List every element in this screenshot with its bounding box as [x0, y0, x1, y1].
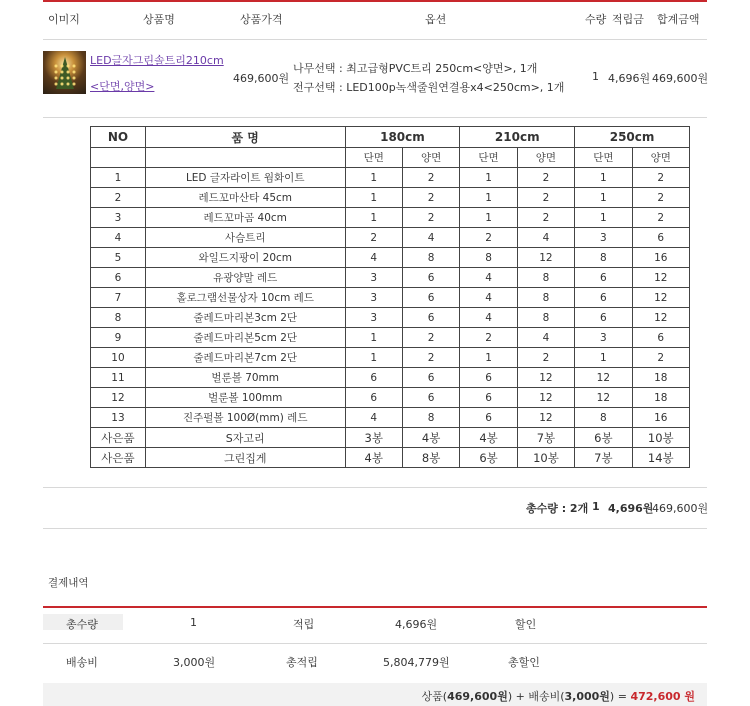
row-name: 줄레드마리본3cm 2단 — [145, 308, 345, 328]
row-value: 2 — [632, 348, 689, 368]
product-variant-link[interactable]: <단면,양면> — [90, 80, 155, 93]
row-value: 12 — [632, 268, 689, 288]
row-value: 2 — [517, 168, 574, 188]
payment-divider — [43, 643, 707, 644]
pay-qty-label: 총수량 — [66, 618, 98, 631]
sub-blank-1 — [91, 148, 146, 168]
row-value: 3봉 — [345, 428, 402, 448]
row-value: 2 — [460, 328, 517, 348]
row-value: 6 — [402, 308, 459, 328]
row-value: 12 — [632, 288, 689, 308]
row-no: 11 — [91, 368, 146, 388]
table-row — [91, 328, 690, 348]
pay-shipping-value: 3,000원 — [173, 656, 216, 669]
gift-row — [91, 448, 690, 468]
grand-total: 472,600 원 — [630, 690, 695, 703]
grand-total-line — [422, 688, 695, 704]
product-points: 4,696원 — [608, 72, 651, 85]
col-options: 옵션 — [425, 13, 447, 26]
row-name: 레드꼬마산타 45cm — [145, 188, 345, 208]
product-name-link[interactable]: LED글자그린솔트리210cm — [90, 54, 224, 67]
row-value: 1 — [575, 168, 632, 188]
row-value: 7봉 — [517, 428, 574, 448]
footer-pre: 상품( — [421, 690, 448, 703]
col-total: 합계금액 — [657, 13, 700, 26]
row-no: 1 — [91, 168, 146, 188]
row-value: 4봉 — [460, 428, 517, 448]
row-value: 8 — [517, 268, 574, 288]
row-value: 1 — [575, 348, 632, 368]
row-value: 6 — [345, 368, 402, 388]
row-name: 와일드지팡이 20cm — [145, 248, 345, 268]
row-value: 4 — [345, 408, 402, 428]
row-value: 8 — [460, 248, 517, 268]
row-value: 3 — [575, 228, 632, 248]
row-value: 10봉 — [517, 448, 574, 468]
table-row — [91, 408, 690, 428]
row-no: 8 — [91, 308, 146, 328]
row-no: 4 — [91, 228, 146, 248]
row-value: 1 — [345, 328, 402, 348]
row-name: 레드꼬마곰 40cm — [145, 208, 345, 228]
row-name: 홀로그램선물상자 10cm 레드 — [145, 288, 345, 308]
row-value: 18 — [632, 388, 689, 408]
row-value: 6 — [345, 388, 402, 408]
row-value: 2 — [460, 228, 517, 248]
row-value: 6 — [575, 288, 632, 308]
row-value: 4 — [517, 228, 574, 248]
payment-title: 결제내역 — [48, 577, 89, 589]
row-no: 사은품 — [91, 428, 146, 448]
row-value: 16 — [632, 248, 689, 268]
pay-total-discount-label: 총할인 — [508, 656, 540, 669]
table-row — [91, 268, 690, 288]
row-value: 12 — [517, 408, 574, 428]
row-value: 2 — [517, 208, 574, 228]
row-value: 12 — [517, 368, 574, 388]
pay-shipping-label: 배송비 — [66, 656, 98, 669]
row-value: 6 — [575, 308, 632, 328]
top-border — [43, 0, 707, 2]
summary-divider — [43, 528, 707, 529]
lights-icon — [53, 63, 77, 87]
product-option-2: 전구선택 : LED100p녹색줄원연결용x4<250cm>, 1개 — [293, 81, 565, 94]
product-divider — [43, 117, 707, 118]
row-value: 8 — [575, 408, 632, 428]
row-no: 7 — [91, 288, 146, 308]
summary-total: 469,600원 — [652, 502, 709, 515]
row-name: LED 글자라이트 웜화이트 — [145, 168, 345, 188]
row-value: 4 — [460, 288, 517, 308]
row-no: 13 — [91, 408, 146, 428]
row-value: 2 — [402, 188, 459, 208]
row-value: 8 — [575, 248, 632, 268]
row-value: 8 — [517, 308, 574, 328]
row-value: 4봉 — [345, 448, 402, 468]
col-price: 상품가격 — [240, 13, 283, 26]
row-name: 유광양말 레드 — [145, 268, 345, 288]
row-value: 1 — [460, 168, 517, 188]
row-value: 8봉 — [402, 448, 459, 468]
row-no: 3 — [91, 208, 146, 228]
row-value: 6 — [402, 388, 459, 408]
row-value: 2 — [632, 188, 689, 208]
col-points: 적립금 — [612, 13, 644, 26]
row-value: 3 — [575, 328, 632, 348]
row-value: 3 — [345, 308, 402, 328]
table-row — [91, 368, 690, 388]
footer-ship: 3,000원 — [564, 690, 610, 703]
gift-row — [91, 428, 690, 448]
row-value: 2 — [517, 348, 574, 368]
row-value: 1 — [575, 208, 632, 228]
payment-footer — [43, 683, 707, 706]
row-value: 2 — [402, 208, 459, 228]
row-value: 14봉 — [632, 448, 689, 468]
header-divider — [43, 39, 707, 40]
row-value: 10봉 — [632, 428, 689, 448]
row-value: 4 — [517, 328, 574, 348]
subhead-cell: 단면 — [575, 148, 632, 168]
row-value: 6 — [402, 268, 459, 288]
pay-discount-label: 할인 — [515, 618, 537, 631]
subhead-cell: 양면 — [402, 148, 459, 168]
row-value: 2 — [402, 168, 459, 188]
row-value: 6 — [402, 368, 459, 388]
row-value: 6 — [460, 368, 517, 388]
row-name: 벌룬볼 100mm — [145, 388, 345, 408]
row-value: 1 — [460, 188, 517, 208]
row-value: 1 — [460, 208, 517, 228]
row-no: 6 — [91, 268, 146, 288]
row-name: 사슴트리 — [145, 228, 345, 248]
table-row — [91, 208, 690, 228]
row-value: 4봉 — [402, 428, 459, 448]
row-name: 줄레드마리본7cm 2단 — [145, 348, 345, 368]
row-value: 12 — [517, 248, 574, 268]
table-row — [91, 168, 690, 188]
col-qty: 수량 — [585, 13, 607, 26]
row-value: 12 — [575, 368, 632, 388]
table-row — [91, 248, 690, 268]
row-value: 1 — [575, 188, 632, 208]
row-value: 1 — [345, 188, 402, 208]
row-value: 8 — [517, 288, 574, 308]
row-value: 8 — [402, 248, 459, 268]
row-value: 12 — [517, 388, 574, 408]
footer-goods: 469,600원 — [447, 690, 508, 703]
product-qty: 1 — [592, 70, 599, 83]
summary-total-qty: 총수량 : 2개 — [526, 502, 589, 515]
row-value: 6 — [460, 388, 517, 408]
row-value: 6 — [460, 408, 517, 428]
row-value: 6 — [575, 268, 632, 288]
row-name: 벌룬볼 70mm — [145, 368, 345, 388]
sub-blank-2 — [145, 148, 345, 168]
row-no: 9 — [91, 328, 146, 348]
th-250: 250cm — [575, 127, 690, 148]
table-row — [91, 188, 690, 208]
row-value: 12 — [575, 388, 632, 408]
pay-points-value: 4,696원 — [395, 618, 438, 631]
row-name: 진주펄볼 100Ø(mm) 레드 — [145, 408, 345, 428]
summary-qty: 1 — [592, 500, 600, 513]
row-value: 8 — [402, 408, 459, 428]
row-value: 2 — [632, 168, 689, 188]
subhead-cell: 양면 — [632, 148, 689, 168]
row-value: 1 — [460, 348, 517, 368]
pay-total-points-label: 총적립 — [286, 656, 318, 669]
pay-qty-value: 1 — [190, 616, 197, 629]
row-no: 5 — [91, 248, 146, 268]
pay-total-points-value: 5,804,779원 — [383, 656, 450, 669]
row-value: 12 — [632, 308, 689, 328]
row-value: 4 — [460, 268, 517, 288]
row-value: 2 — [345, 228, 402, 248]
table-row — [91, 228, 690, 248]
row-no: 2 — [91, 188, 146, 208]
row-name: S자고리 — [145, 428, 345, 448]
row-value: 2 — [517, 188, 574, 208]
row-name: 줄레드마리본5cm 2단 — [145, 328, 345, 348]
row-value: 1 — [345, 168, 402, 188]
row-value: 16 — [632, 408, 689, 428]
th-180: 180cm — [345, 127, 460, 148]
row-value: 4 — [345, 248, 402, 268]
row-value: 1 — [345, 348, 402, 368]
row-value: 2 — [402, 328, 459, 348]
row-value: 6봉 — [460, 448, 517, 468]
pay-points-label: 적립 — [293, 618, 315, 631]
row-value: 3 — [345, 288, 402, 308]
row-value: 6 — [632, 228, 689, 248]
col-image: 이미지 — [48, 13, 80, 26]
christmas-tree-thumbnail[interactable] — [43, 51, 86, 94]
table-row — [91, 288, 690, 308]
row-name: 그린집게 — [145, 448, 345, 468]
footer-mid: ) + 배송비( — [507, 690, 565, 703]
row-value: 3 — [345, 268, 402, 288]
row-value: 4 — [460, 308, 517, 328]
row-value: 6 — [632, 328, 689, 348]
subhead-cell: 단면 — [460, 148, 517, 168]
table-row — [91, 308, 690, 328]
row-value: 18 — [632, 368, 689, 388]
table-row — [91, 388, 690, 408]
product-total: 469,600원 — [652, 72, 709, 85]
row-value: 6봉 — [575, 428, 632, 448]
row-no: 12 — [91, 388, 146, 408]
payment-top-border — [43, 606, 707, 608]
th-no: NO — [91, 127, 146, 148]
product-price: 469,600원 — [233, 72, 290, 85]
row-value: 1 — [345, 208, 402, 228]
summary-points: 4,696원 — [608, 502, 654, 515]
row-no: 10 — [91, 348, 146, 368]
th-name: 품 명 — [145, 127, 345, 148]
row-value: 7봉 — [575, 448, 632, 468]
row-no: 사은품 — [91, 448, 146, 468]
subhead-cell: 단면 — [345, 148, 402, 168]
subhead-cell: 양면 — [517, 148, 574, 168]
footer-post: ) = — [609, 690, 631, 703]
size-contents-table — [90, 126, 690, 468]
th-210: 210cm — [460, 127, 575, 148]
col-name: 상품명 — [143, 13, 175, 26]
row-value: 2 — [402, 348, 459, 368]
row-value: 6 — [402, 288, 459, 308]
row-value: 2 — [632, 208, 689, 228]
table-divider — [43, 487, 707, 488]
row-value: 4 — [402, 228, 459, 248]
product-option-1: 나무선택 : 최고급형PVC트리 250cm<양면>, 1개 — [293, 62, 538, 75]
table-row — [91, 348, 690, 368]
